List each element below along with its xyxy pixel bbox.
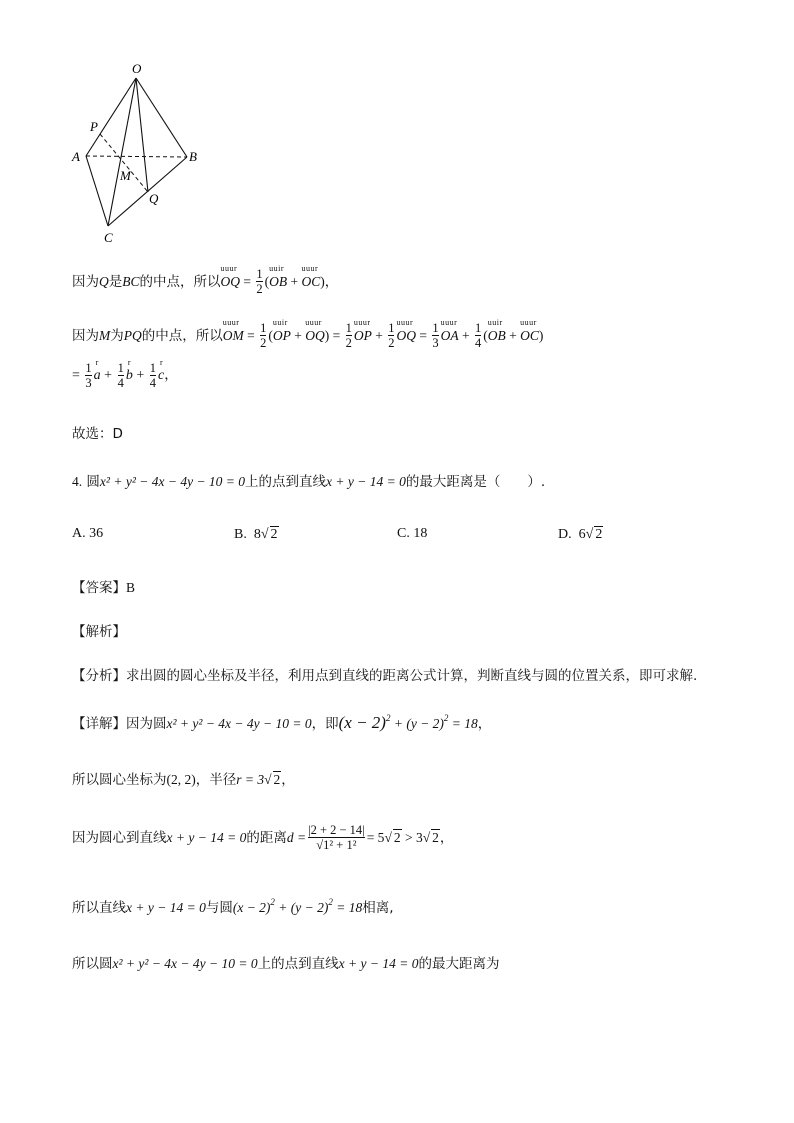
solution-line-3: = $\frac{1}{3}$ r a + $\frac{1}{4}$ r b + $\frac{1}{4}$ r c， <box>72 362 178 390</box>
edge-OB <box>136 78 187 157</box>
solution-line-2: 因为M为PQ的中点，所以uuur OM = $\frac{1}{2}$ (uuir OP + uuur OQ) = $\frac{1}{2}$ uuur OP + $\frac{1}{2}$ uuur OQ = $\frac{1}{3}$ uuur OA + $\frac{1}{4}$ (uuir OB + uuur OC) <box>72 322 543 350</box>
solution-line-1: 因为Q是BC的中点，所以uuur OQ = $\frac{1}{2}$ (uuir OB + uuur OC)， <box>72 268 338 296</box>
option-a[interactable]: A. 36 <box>72 526 104 541</box>
option-c[interactable]: C. 18 <box>397 526 428 541</box>
fenxi-line: 【分析】求出圆的圆心坐标及半径，利用点到直线的距离公式计算，判断直线与圆的位置关系，即可求解. <box>72 668 698 684</box>
relation-line: 所以直线x + y − 14 = 0与圆$(x - 2)^2 + (y - 2)^2 = 18$相离, <box>72 897 394 916</box>
segment-OQ <box>136 78 148 192</box>
analysis-tag: 【解析】 <box>72 624 126 640</box>
previous-answer-choice: 故选：D <box>72 426 123 442</box>
conclusion-line: 所以圆x² + y² − 4x − 4y − 10 = 0上的点到直线x + y − 14 = 0的最大距离为 <box>72 956 500 972</box>
tetrahedron-diagram <box>66 58 216 248</box>
answer-line <box>72 576 135 596</box>
label-O: O <box>132 61 142 76</box>
distance-line: 因为圆心到直线x + y − 14 = 0的距离d = $\frac{|2 + 2 - 14|}{\text{√1² + 1²}}$ = 5√ 2 > 3√ 2， <box>72 823 454 852</box>
option-d[interactable]: D. 6√ 2 <box>558 527 603 542</box>
edge-AB-dashed <box>86 156 187 157</box>
answer-tag: 【答案】 <box>72 580 126 596</box>
center-line: 所以圆心坐标为(2, 2)，半径r = 3√ 2， <box>72 772 295 788</box>
question-4: 4. 圆x² + y² − 4x − 4y − 10 = 0上的点到直线x + y − 14 = 0的最大距离是（ ）. <box>72 474 546 490</box>
label-M: M <box>120 168 131 183</box>
label-B: B <box>189 149 197 164</box>
option-b[interactable]: B. 8√ 2 <box>234 527 278 542</box>
label-A: A <box>72 149 80 164</box>
tetrahedron-figure <box>66 58 216 252</box>
xiangjie-line: 【详解】因为圆x² + y² − 4x − 4y − 10 = 0，即$(x - 2)^2 + (y - 2)^2 = 18$， <box>72 713 492 732</box>
label-C: C <box>104 230 113 245</box>
label-Q: Q <box>149 191 159 206</box>
edge-AC <box>86 156 108 226</box>
answer-value: B <box>126 580 136 595</box>
label-P: P <box>90 119 98 134</box>
